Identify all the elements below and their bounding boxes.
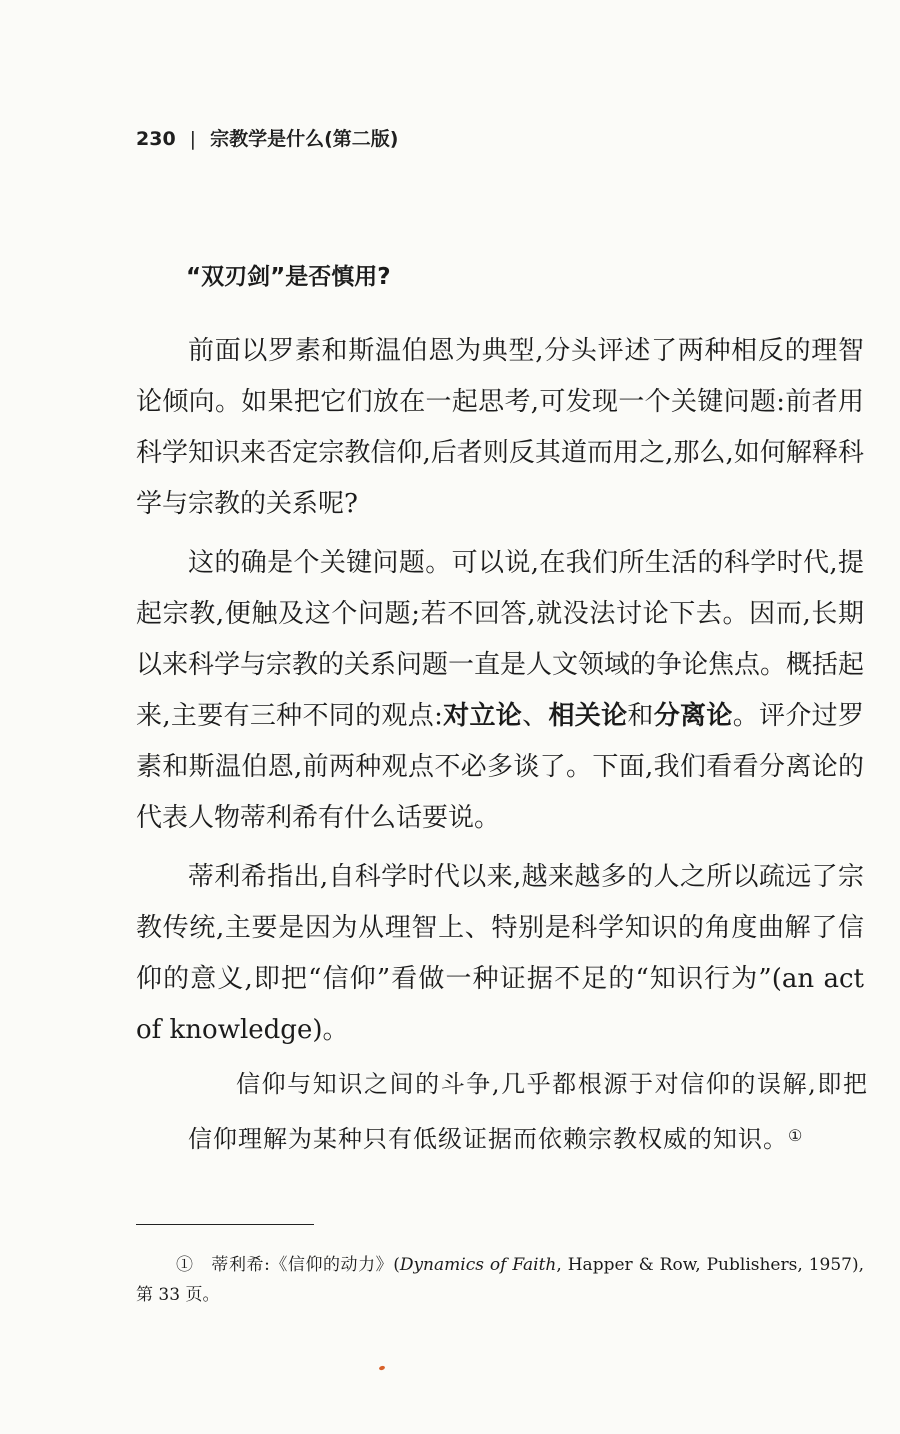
paragraph-2: [136, 538, 864, 844]
paragraph-2-text-c: 。评介过罗素和斯温伯恩,前两种观点不必多谈了。下面,我们看看分离论的代表人物蒂利希有什么话要说。: [136, 701, 864, 833]
body-text: [136, 326, 864, 1064]
book-title: 宗教学是什么(第二版): [210, 128, 399, 150]
footnote-divider: [136, 1224, 314, 1225]
header-separator: |: [189, 128, 197, 150]
page-number: 230: [136, 128, 176, 150]
section-heading: “双刃剑”是否慎用?: [186, 264, 391, 290]
footnote: [136, 1250, 864, 1310]
footnote-suffix: , Happer & Row, Publishers, 1957),第 33 页。: [136, 1255, 864, 1305]
paragraph-1: 前面以罗素和斯温伯恩为典型,分头评述了两种相反的理智论倾向。如果把它们放在一起思考,可发现一个关键问题:前者用科学知识来否定宗教信仰,后者则反其道而用之,那么,如何解释科学与宗教的关系呢?: [136, 336, 864, 519]
term-separation: 分离论: [653, 701, 733, 731]
block-quote: [188, 1058, 868, 1165]
footnote-book-title: Dynamics of Faith: [399, 1255, 557, 1275]
paragraph-2-sep-1: 、: [522, 701, 549, 731]
footnote-mark: ①: [176, 1255, 194, 1275]
quote-text: 信仰与知识之间的斗争,几乎都根源于对信仰的误解,即把信仰理解为某种只有低级证据而依赖宗教权威的知识。: [188, 1070, 868, 1153]
ink-speck: [378, 1365, 385, 1371]
paragraph-3: 蒂利希指出,自科学时代以来,越来越多的人之所以疏远了宗教传统,主要是因为从理智上、特别是科学知识的角度曲解了信仰的意义,即把“信仰”看做一种证据不足的“知识行为”(an act of knowledge)。: [136, 862, 864, 1045]
term-opposition: 对立论: [442, 701, 523, 731]
term-correlation: 相关论: [548, 701, 628, 731]
footnote-prefix: 蒂利希:《信仰的动力》(: [211, 1255, 400, 1275]
paragraph-2-text-a: 这的确是个关键问题。可以说,在我们所生活的科学时代,提起宗教,便触及这个问题;若不回答,就没法讨论下去。因而,长期以来科学与宗教的关系问题一直是人文领域的争论焦点。概括起来,主要有三种不同的观点:: [136, 548, 865, 731]
running-header: [136, 124, 398, 151]
footnote-reference[interactable]: ①: [788, 1126, 804, 1145]
paragraph-2-sep-2: 和: [627, 701, 654, 731]
